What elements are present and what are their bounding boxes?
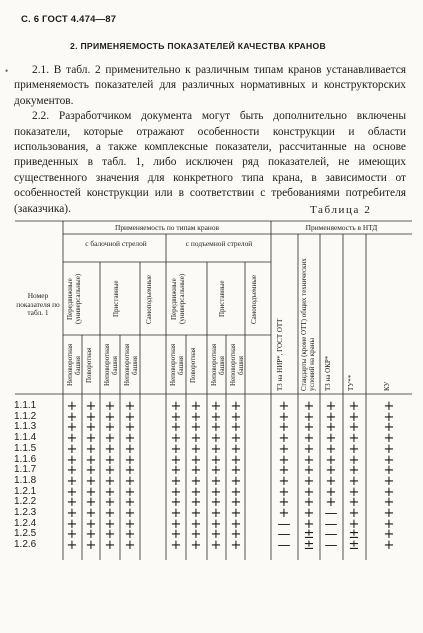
table-cell: + [170,463,182,479]
table-cell: + [278,484,290,500]
table-cell: — [324,538,338,554]
table-cell: + [66,409,78,425]
boom-type-1: Передвижные (универсальные) [66,273,82,325]
table-cell: + [85,431,97,447]
table-cell: + [383,431,395,447]
table-cell: + [210,399,222,414]
tower-type-8: Неповоротная башня [229,343,245,387]
group-cranes-header: Применяемость по типам кранов [114,223,219,232]
table-cell: + [278,409,290,425]
table-cell: + [278,473,290,489]
table-cell: + [66,463,78,479]
table-cell: + [348,441,360,457]
table-cell: + [230,527,242,543]
table-cell: + [210,431,222,447]
table-cell: + [124,538,136,554]
table-cell: + [124,452,136,468]
table-cell: + [325,495,337,511]
table-cell: + [303,495,315,511]
table-cell: + [104,484,116,500]
table-cell: + [124,441,136,457]
table-cell: + [104,420,116,436]
table-cell: + [170,420,182,436]
table-cell: ± [348,527,360,543]
row-label: 1.1.5 [14,442,37,454]
table-cell: + [230,399,242,414]
row-label: 1.2.5 [14,528,37,540]
table-cell: + [278,495,290,511]
lift-type-1: Передвижные (универсальные) [170,273,186,325]
table-cell: + [170,538,182,554]
table-cell: + [230,538,242,554]
tower-type-4: Неповоротная башня [123,343,139,387]
table-cell: + [190,452,202,468]
table-cell: + [325,441,337,457]
table-cell: — [277,516,291,532]
table-cell: + [190,527,202,543]
boom-type-3: Самоподъемные [145,274,153,324]
table-cell: + [348,452,360,468]
table-cell: + [230,516,242,532]
table-cell: + [85,473,97,489]
ntd-col-5: КУ [383,381,391,391]
table-cell: + [190,484,202,500]
table-cell: + [210,463,222,479]
table-cell: + [104,495,116,511]
table-cell: + [348,495,360,511]
table-cell: + [303,452,315,468]
table-cell: + [170,516,182,532]
table-cell: + [124,431,136,447]
table-cell: + [230,452,242,468]
table-cell: + [210,527,222,543]
table-cell: ± [348,538,360,554]
table-cell: + [210,409,222,425]
table-cell: + [348,431,360,447]
table-cell: + [66,516,78,532]
table-cell: + [348,409,360,425]
table-cell: + [383,506,395,521]
row-label: 1.1.6 [14,453,37,465]
table-cell: + [303,473,315,489]
table-cell: + [66,495,78,511]
table-cell: + [303,516,315,532]
table-cell: — [324,506,338,521]
table-cell: + [190,409,202,425]
table-cell: + [303,506,315,521]
table-cell: + [66,420,78,436]
table-cell: + [230,431,242,447]
table-cell: + [190,473,202,489]
table-cell: + [210,441,222,457]
table-cell: + [303,463,315,479]
table-cell: + [325,484,337,500]
table-cell: + [85,441,97,457]
table-cell: + [383,516,395,532]
table-cell: + [210,538,222,554]
table-cell: + [303,399,315,414]
table-cell: + [230,409,242,425]
tower-type-1: Неповоротная башня [66,343,82,387]
table-cell: + [124,484,136,500]
margin-mark: • [5,66,9,76]
table-cell: + [170,484,182,500]
row-label: 1.1.8 [14,474,37,486]
row-label: 1.2.3 [14,507,37,518]
table-cell: ± [303,527,315,543]
table-cell: + [190,506,202,521]
paragraph-2-2: 2.2. Разработчиком документа могут быть дополнительно включены показатели, которые отражают особенности конструкции и области использования, а также комплексные показатели, рассчитанные на основе приведенных в табл. 1, либо исключен ряд показателей, не имеющих существенного значения для конкретного типа крана, в зависимости от особенностей конструкции или в соответствии с требованиями потребителя (заказчика). [14,110,406,215]
table-cell: + [104,516,116,532]
table-cell: ± [303,538,315,554]
lift-type-3: Самоподъемные [250,274,258,324]
table-cell: + [85,452,97,468]
table-cell: + [85,399,97,414]
table-cell: + [85,495,97,511]
column-number-header: Номер показателя по табл. 1 [16,291,60,317]
table-cell: + [325,420,337,436]
table-cell: + [104,431,116,447]
table-cell: + [66,441,78,457]
table-cell: + [124,527,136,543]
table-cell: + [325,463,337,479]
table-cell: + [230,420,242,436]
table-cell: + [325,431,337,447]
table-cell: + [325,399,337,414]
tower-type-7: Неповоротная башня [210,343,226,387]
table-cell: + [85,538,97,554]
table-cell: + [66,473,78,489]
table-cell: — [277,527,291,543]
table-cell: + [124,473,136,489]
table-cell: + [230,506,242,521]
table-cell: + [278,441,290,457]
row-label: 1.2.2 [14,496,37,508]
row-label: 1.1.4 [14,432,37,444]
table-cell: + [210,495,222,511]
table-cell: + [104,527,116,543]
table-cell: + [170,399,182,414]
table-cell: + [66,431,78,447]
table-cell: + [383,538,395,554]
table-cell: + [104,463,116,479]
table-cell: + [210,516,222,532]
table-cell: + [190,399,202,414]
tower-type-6: Поворотная [189,347,197,383]
table-cell: + [66,452,78,468]
table-cell: + [278,431,290,447]
table-cell: + [170,409,182,425]
table-cell: + [210,506,222,521]
row-label: 1.1.1 [14,400,37,411]
table-cell: + [278,463,290,479]
boom-type-2: Приставные [112,280,120,318]
table-cell: + [383,484,395,500]
sub-boom-header: с балочной стрелой [85,239,147,248]
table-cell: — [277,538,291,554]
table-cell: + [303,431,315,447]
ntd-col-1: ТЗ на НИР*, ГОСТ ОТТ [276,318,284,391]
table-cell: + [124,516,136,532]
table-cell: + [210,473,222,489]
sub-lift-header: с подъемной стрелой [185,239,253,248]
ntd-col-3: ТЗ на ОКР* [324,355,332,391]
table-cell: — [324,527,338,543]
row-label: 1.1.2 [14,410,37,422]
table-cell: + [170,473,182,489]
table-cell: + [104,473,116,489]
table-cell: + [190,516,202,532]
lift-type-2: Приставные [218,280,226,318]
ntd-col-4: ТУ** [347,374,355,391]
page-header: С. 6 ГОСТ 4.474—87 [21,14,117,25]
table-cell: + [303,409,315,425]
table-cell: + [124,420,136,436]
table-cell: + [383,452,395,468]
table-cell: + [325,409,337,425]
table-cell: + [210,420,222,436]
table-cell: + [190,441,202,457]
table-cell: + [230,441,242,457]
table-cell: + [210,484,222,500]
row-label: 1.1.7 [14,464,37,476]
tower-type-3: Неповоротная башня [103,343,119,387]
table-cell: + [303,441,315,457]
row-label: 1.2.1 [14,485,37,497]
table-cell: + [230,463,242,479]
table-cell: + [85,409,97,425]
table-cell: + [230,473,242,489]
table-cell: + [85,420,97,436]
table-cell: + [383,463,395,479]
table-cell: + [190,463,202,479]
section-title: 2. ПРИМЕНЯЕМОСТЬ ПОКАЗАТЕЛЕЙ КАЧЕСТВА КРАНОВ [70,41,326,51]
table-cell: + [348,420,360,436]
row-label: 1.2.4 [14,517,37,529]
table-cell: + [66,399,78,414]
row-label: 1.1.3 [14,421,37,433]
table-cell: + [230,484,242,500]
table-cell: + [170,495,182,511]
table-cell: + [66,538,78,554]
table-cell: + [190,495,202,511]
table-cell: + [85,463,97,479]
table-cell: + [278,452,290,468]
table-cell: + [170,441,182,457]
table-cell: + [278,399,290,414]
table-cell: + [303,484,315,500]
table-cell: + [325,473,337,489]
group-ntd-header: Применяемость в НТД [305,223,378,232]
tower-type-5: Неповоротная башня [169,343,185,387]
table-cell: — [324,516,338,532]
table-cell: + [124,463,136,479]
table-cell: + [383,527,395,543]
table-cell: + [85,527,97,543]
table-cell: + [104,441,116,457]
table-cell: + [383,495,395,511]
table-cell: + [383,473,395,489]
table-cell: + [66,527,78,543]
tower-type-2: Поворотная [85,347,93,383]
table-cell: + [190,538,202,554]
table-cell: + [104,538,116,554]
table-cell: + [348,463,360,479]
table-cell: + [104,399,116,414]
table-cell: + [104,506,116,521]
table-cell: + [303,420,315,436]
table-cell: + [170,506,182,521]
table-cell: + [104,452,116,468]
table-cell: + [210,452,222,468]
table-cell: + [278,506,290,521]
table-cell: + [230,495,242,511]
ntd-col-2: Стандарты (кроме ОТТ) общих технических условий на краны [300,258,316,391]
table-cell: + [66,484,78,500]
table-cell: + [190,420,202,436]
table-cell: + [85,516,97,532]
table-cell: + [124,506,136,521]
table-cell: + [348,506,360,521]
row-label: 1.2.6 [14,539,37,551]
table-cell: + [383,441,395,457]
table-cell: + [190,431,202,447]
table-cell: + [124,409,136,425]
table-cell: + [348,473,360,489]
table-cell: + [124,399,136,414]
table-cell: + [170,431,182,447]
table-cell: + [104,409,116,425]
table-cell: + [383,409,395,425]
table-cell: + [383,399,395,414]
table-cell: + [85,506,97,521]
table-cell: + [383,420,395,436]
table-cell: + [348,516,360,532]
table-cell: + [124,495,136,511]
table-cell: + [348,399,360,414]
table-cell: + [170,527,182,543]
table-cell: + [170,452,182,468]
table-caption: Таблица 2 [310,204,372,216]
table-cell: + [66,506,78,521]
table-cell: + [325,452,337,468]
table-cell: + [85,484,97,500]
table-cell: + [278,420,290,436]
table-cell: + [348,484,360,500]
paragraph-2-1: 2.1. В табл. 2 применительно к различным типам кранов устанавливается применяемость показателей для различных нормативных и конструкторских документов. [14,64,406,107]
